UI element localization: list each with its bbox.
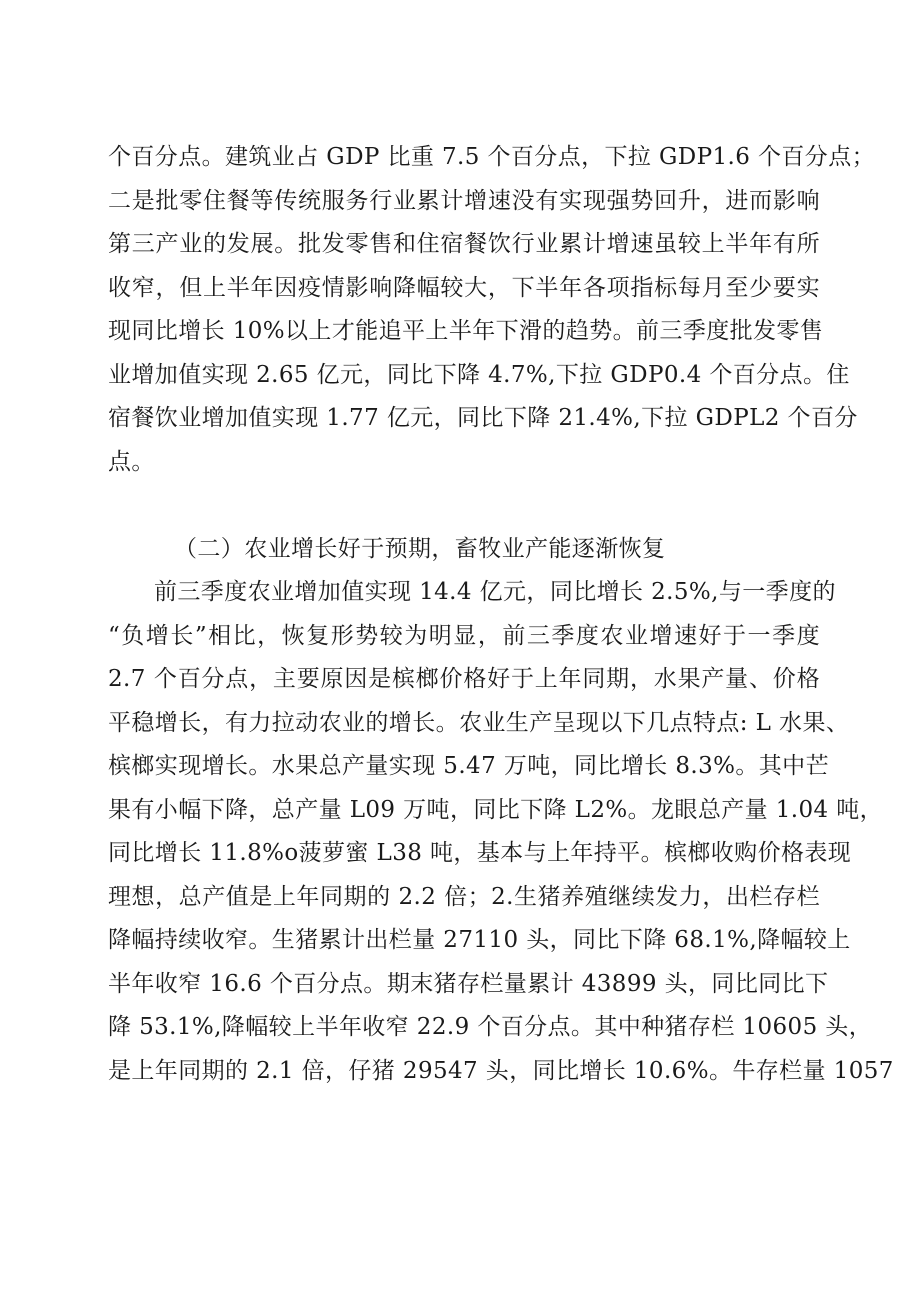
text-line: 降 53.1%,降幅较上半年收窄 22.9 个百分点。其中种猪存栏 10605 头，	[108, 1014, 873, 1040]
text-line: 半年收窄 16.6 个百分点。期末猪存栏量累计 43899 头，同比同比下	[108, 970, 829, 997]
text-line: 个百分点。建筑业占 GDP 比重 7.5 个百分点，下拉 GDP1.6 个百分点；	[108, 144, 875, 170]
paragraph-agriculture	[108, 571, 894, 1093]
text-line: 宿餐饮业增加值实现 1.77 亿元，同比下降 21.4%,下拉 GDPL2 个百分	[108, 405, 858, 431]
text-line: 现同比增长 10%以上才能追平上半年下滑的趋势。前三季度批发零售	[108, 318, 824, 344]
text-line: 二是批零住餐等传统服务行业累计增速没有实现强势回升，进而影响	[108, 187, 820, 214]
text-line: 点。	[108, 448, 155, 475]
text-line: 平稳增长，有力拉动农业的增长。农业生产呈现以下几点特点: L 水果、	[108, 709, 850, 736]
text-line: 业增加值实现 2.65 亿元，同比下降 4.7%,下拉 GDP0.4 个百分点。住	[108, 361, 850, 388]
section-heading: （二）农业增长好于预期，畜牧业产能逐渐恢复	[174, 536, 666, 562]
text-line: 同比增长 11.8%o菠萝蜜 L38 吨，基本与上年持平。槟榔收购价格表现	[108, 840, 852, 866]
paragraph-services-continued	[108, 136, 875, 484]
text-line: 果有小幅下降，总产量 L09 万吨，同比下降 L2%。龙眼总产量 1.04 吨，	[108, 796, 884, 823]
text-line: 是上年同期的 2.1 倍，仔猪 29547 头，同比增长 10.6%。牛存栏量 1057	[108, 1057, 894, 1084]
text-line: 理想，总产值是上年同期的 2.2 倍；2.生猪养殖继续发力，出栏存栏	[108, 883, 820, 910]
text-line: 第三产业的发展。批发零售和住宿餐饮行业累计增速虽较上半年有所	[108, 231, 820, 257]
text-line: “负增长”相比，恢复形势较为明显，前三季度农业增速好于一季度	[108, 622, 820, 649]
text-line: 2.7 个百分点，主要原因是槟榔价格好于上年同期，水果产量、价格	[108, 666, 820, 692]
text-line: 降幅持续收窄。生猪累计出栏量 27110 头，同比下降 68.1%,降幅较上	[108, 927, 851, 953]
text-line: 槟榔实现增长。水果总产量实现 5.47 万吨，同比增长 8.3%。其中芒	[108, 753, 829, 779]
text-line: 前三季度农业增加值实现 14.4 亿元，同比增长 2.5%,与一季度的	[154, 579, 836, 605]
text-line: 收窄，但上半年因疫情影响降幅较大，下半年各项指标每月至少要实	[108, 274, 820, 301]
